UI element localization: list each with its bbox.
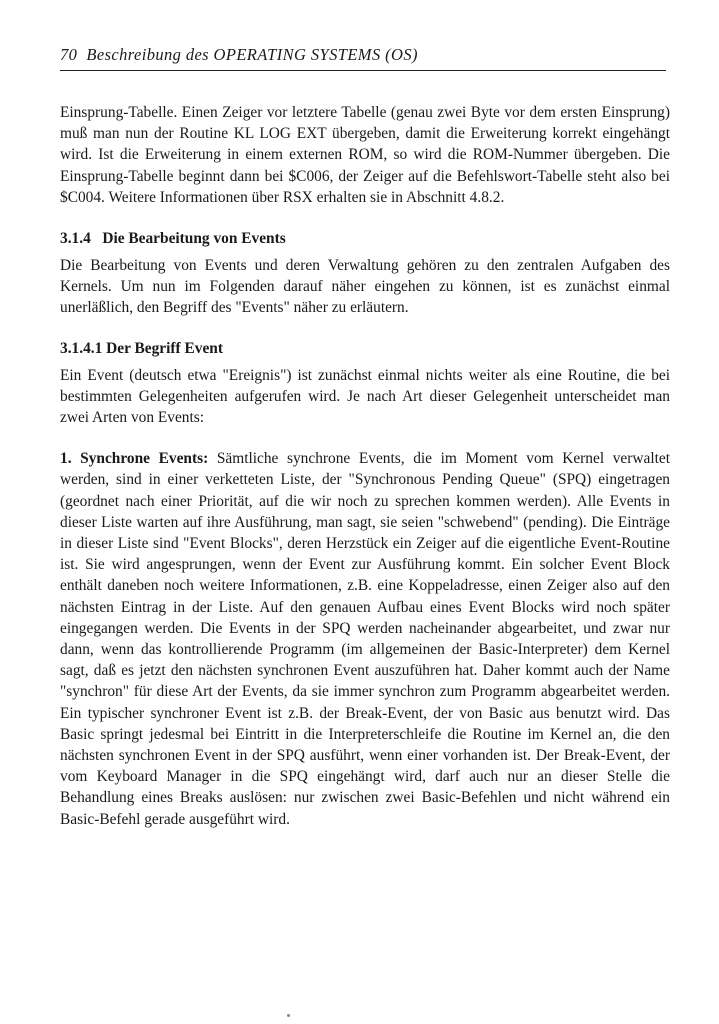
chapter-title: Beschreibung des OPERATING SYSTEMS (OS) [86,45,418,64]
page-number: 70 [60,45,78,64]
subsection-heading-event-definition: 3.1.4.1 Der Begriff Event [60,339,223,357]
paragraph-events-intro: Die Bearbeitung von Events und deren Verwaltung gehören zu den zentralen Aufgaben des Kernels. Um nun im Folgenden darauf näher eingehen zu können, ist es zunächst einmal unerläßlich, den Begriff des "Events" näher zu erläutern. [60,257,670,317]
paragraph-synchronous-events [60,448,670,830]
section-heading-events: 3.1.4 Die Bearbeitung von Events [60,230,286,248]
synchronous-events-label: 1. Synchrone Events: [60,450,209,468]
running-header [60,44,670,66]
synchronous-events-text: Sämtliche synchrone Events, die im Moment vom Kernel verwaltet werden, sind in einer verketteten Liste, der "Synchronous Pending Queue" (SPQ) eingetragen (geordnet nach einer Priorität, auf die wir noch zu sprechen kommen werden). Alle Events in dieser Liste warten auf ihre Ausführung, man sagt, sie seien "schwebend" (pending). Die Einträge in dieser Liste sind "Event Blocks", deren Herzstück ein Zeiger auf die eigentliche Event-Routine ist. Sie wird angesprungen, wenn der Event zur Ausführung kommt. Ein solcher Event Block enthält daneben noch weitere Informationen, z.B. eine Koppeladresse, einen Zeiger also auf den nächsten Eintrag in der Liste. Auf den genauen Aufbau eines Event Blocks wird noch später eingegangen werden. Die Events in der SPQ werden nacheinander abgearbeitet, und zwar nur dann, wenn das kontrollierende Programm (im allgemeinen der Basic-Interpreter) dem Kernel sagt, daß es jetzt den nächsten synchronen Event auszuführen hat. Daher kommt auch der Name "synchron" für diese Art der Events, da sie immer synchron zum Programm abgearbeitet werden. Ein typischer synchroner Event ist z.B. der Break-Event, der von Basic aus benutzt wird. Das Basic springt jedesmal bei Eintritt in die Interpreterschleife die Routine im Kernel an, die den nächsten synchronen Event in der SPQ ausführt, wenn einer vorhanden ist. Der Break-Event, der vom Keyboard Manager in die SPQ eingehängt wird, darf auch nur an dieser Stelle die Behandlung eines Breaks auslösen: nur zwischen zwei Basic-Befehlen und nicht während ein Basic-Befehl gerade ausgeführt wird. [60,450,670,828]
paragraph-event-definition: Ein Event (deutsch etwa "Ereignis") ist zunächst einmal nichts weiter als eine Routine, die bei bestimmten Gelegenheiten aufgerufen wird. Je nach Art dieser Gelegenheit unterscheidet man zwei Arten von Events: [60,366,670,427]
book-page [60,44,670,830]
paragraph-rsx-table: Einsprung-Tabelle. Einen Zeiger vor letztere Tabelle (genau zwei Byte vor dem ersten Einsprung) muß man nun der Routine KL LOG EXT übergeben, damit die Erweiterung korrekt eingehängt wird. Ist die Erweiterung in einem externen ROM, so wird die ROM-Nummer übergeben. Die Einsprung-Tabelle beginnt dann bei $C006, der Zeiger auf die Befehlswort-Tabelle steht also bei $C004. Weitere Informationen über RSX erhalten sie in Abschnitt 4.8.2. [60,104,670,206]
header-divider [60,70,666,71]
print-speck [287,1014,290,1017]
